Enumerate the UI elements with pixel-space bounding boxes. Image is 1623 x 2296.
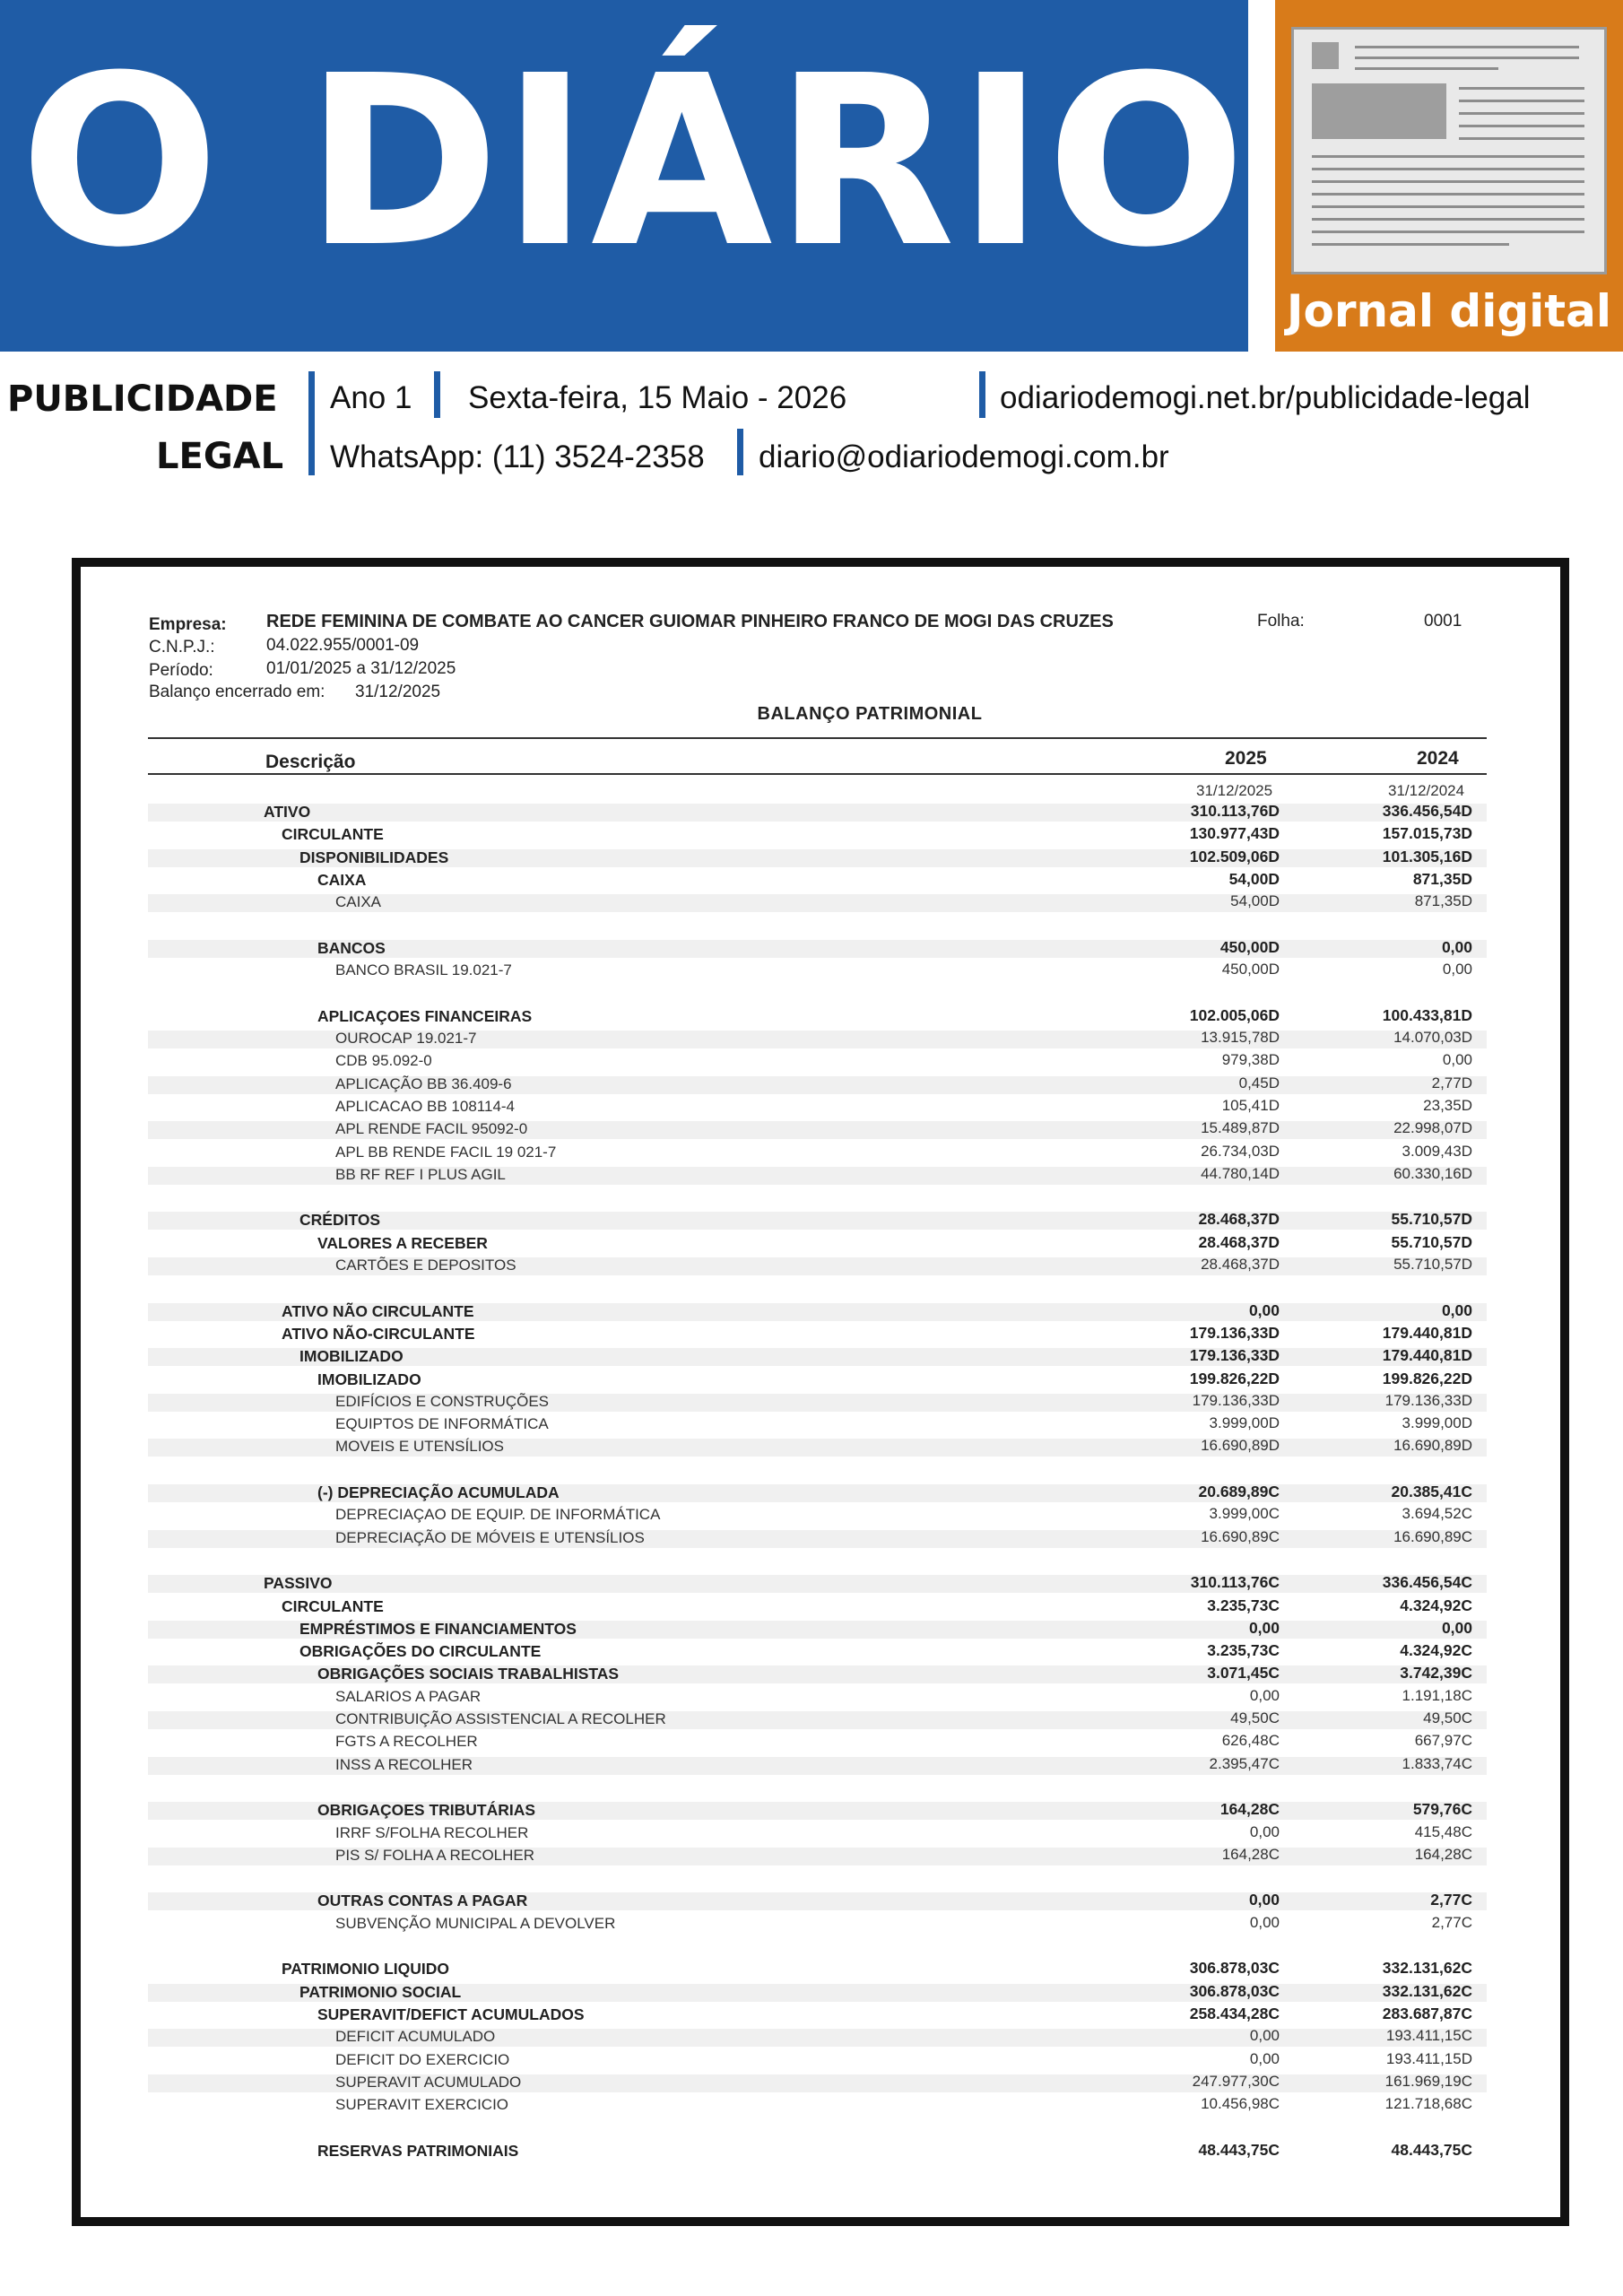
value-2025: 164,28C: [1219, 1800, 1280, 1819]
table-row: [81, 2005, 1560, 2027]
row-label: SUPERAVIT EXERCICIO: [335, 2096, 509, 2114]
value-2025: 450,00D: [1221, 961, 1280, 978]
folha-number: 0001: [1424, 612, 1462, 631]
document-frame: [72, 558, 1569, 2226]
value-2024: 101.305,16D: [1382, 847, 1472, 865]
value-2024: 3.694,52C: [1402, 1505, 1472, 1523]
table-row: [81, 1392, 1560, 1414]
edition: Ano 1: [330, 380, 412, 415]
row-label: MOVEIS E UTENSÍLIOS: [335, 1438, 504, 1456]
value-2024: 1.191,18C: [1402, 1686, 1472, 1704]
table-row: [81, 1301, 1560, 1324]
row-label: IMOBILIZADO: [299, 1347, 404, 1366]
value-2024: 16.690,89D: [1393, 1437, 1472, 1455]
value-2025: 20.689,89C: [1198, 1483, 1280, 1500]
value-2025: 0,00: [1248, 1891, 1280, 1909]
divider: [308, 371, 315, 475]
row-label: SUPERAVIT ACUMULADO: [335, 2073, 522, 2091]
table-row: [81, 1346, 1560, 1369]
row-label: APLICAÇÃO BB 36.409-6: [335, 1074, 512, 1092]
table-row: [81, 1414, 1560, 1437]
table-row: [81, 1959, 1560, 1981]
table-row: [81, 1324, 1560, 1346]
row-label: BANCOS: [317, 938, 386, 957]
value-2025: 3.999,00D: [1209, 1414, 1280, 1432]
table-row: [81, 1846, 1560, 1868]
row-label: EMPRÉSTIMOS E FINANCIAMENTOS: [299, 1619, 577, 1638]
table-row: [81, 961, 1560, 983]
table-row: [81, 1029, 1560, 1051]
balance-sheet: [81, 567, 1560, 2217]
cnpj-label: C.N.P.J.:: [149, 638, 215, 657]
value-2025: 979,38D: [1221, 1051, 1280, 1069]
value-2025: 2.395,47C: [1209, 1754, 1280, 1772]
value-2025: 3.235,73C: [1207, 1596, 1280, 1614]
row-label: DEPRECIAÇAO DE EQUIP. DE INFORMÁTICA: [335, 1506, 661, 1524]
row-label: EQUIPTOS DE INFORMÁTICA: [335, 1415, 549, 1433]
periodo-label: Período:: [149, 661, 213, 680]
date-2025: 31/12/2025: [1196, 782, 1273, 799]
value-2024: 179.136,33D: [1384, 1391, 1472, 1409]
whatsapp-contact[interactable]: WhatsApp: (11) 3524-2358: [330, 439, 705, 474]
value-2025: 16.690,89D: [1201, 1437, 1280, 1455]
value-2024: 4.324,92C: [1400, 1596, 1472, 1614]
row-label: PIS S/ FOLHA A RECOLHER: [335, 1846, 535, 1864]
table-row: [81, 1800, 1560, 1822]
table-row: [81, 2073, 1560, 2095]
value-2024: 20.385,41C: [1391, 1483, 1472, 1500]
value-2024: 415,48C: [1414, 1822, 1472, 1840]
table-row: [81, 824, 1560, 847]
value-2024: 871,35D: [1414, 892, 1472, 910]
value-2024: 579,76C: [1412, 1800, 1472, 1819]
edition-date: Sexta-feira, 15 Maio - 2026: [468, 380, 847, 415]
value-2024: 55.710,57D: [1391, 1232, 1472, 1251]
value-2024: 283.687,87C: [1382, 2004, 1472, 2022]
row-label: CRÉDITOS: [299, 1211, 381, 1230]
value-2025: 199.826,22D: [1189, 1369, 1280, 1387]
row-stripe: [148, 1575, 1487, 1593]
section-title-line1: PUBLICIDADE: [7, 378, 278, 420]
value-2024: 667,97C: [1414, 1732, 1472, 1750]
value-2024: 0,00: [1442, 1051, 1472, 1069]
value-2024: 60.330,16D: [1393, 1164, 1472, 1182]
table-row: [81, 2095, 1560, 2118]
table-row: [81, 1256, 1560, 1278]
value-2024: 23,35D: [1423, 1096, 1472, 1114]
row-label: OBRIGAÇOES TRIBUTÁRIAS: [317, 1801, 536, 1820]
table-row: [81, 892, 1560, 915]
row-label: (-) DEPRECIAÇÃO ACUMULADA: [317, 1483, 560, 1501]
row-label: BB RF REF I PLUS AGIL: [335, 1165, 506, 1183]
row-label: OUTRAS CONTAS A PAGAR: [317, 1892, 528, 1910]
row-label: IRRF S/FOLHA RECOLHER: [335, 1823, 529, 1841]
row-label: OBRIGAÇÕES DO CIRCULANTE: [299, 1642, 542, 1661]
value-2024: 332.131,62C: [1382, 1959, 1472, 1978]
company-name: REDE FEMININA DE COMBATE AO CANCER GUIOMAR PINHEIRO FRANCO DE MOGI DAS CRUZES: [266, 612, 1114, 631]
table-row: [81, 1619, 1560, 1641]
empresa-label: Empresa:: [149, 615, 227, 634]
value-2025: 306.878,03C: [1189, 1981, 1280, 2000]
value-2025: 54,00D: [1230, 892, 1280, 910]
value-2025: 102.509,06D: [1189, 847, 1280, 865]
table-row: [81, 2027, 1560, 2049]
date-2024: 31/12/2024: [1388, 782, 1465, 799]
value-2024: 179.440,81D: [1382, 1346, 1472, 1365]
encerrado-label: Balanço encerrado em:: [149, 683, 325, 701]
value-2025: 16.690,89C: [1201, 1527, 1280, 1545]
table-row: [81, 1755, 1560, 1778]
row-label: INSS A RECOLHER: [335, 1755, 473, 1773]
row-label: SALARIOS A PAGAR: [335, 1687, 482, 1705]
value-2024: 193.411,15D: [1385, 2049, 1472, 2067]
row-label: FGTS A RECOLHER: [335, 1733, 478, 1751]
value-2025: 28.468,37D: [1198, 1232, 1280, 1251]
value-2024: 0,00: [1441, 937, 1472, 956]
table-row: [81, 1233, 1560, 1256]
row-label: CAIXA: [335, 893, 382, 911]
value-2024: 161.969,19C: [1384, 2072, 1472, 2090]
section-title-line2: LEGAL: [156, 436, 284, 477]
encerrado-value: 31/12/2025: [355, 683, 441, 701]
table-row: [81, 2141, 1560, 2163]
table-row: [81, 1165, 1560, 1187]
table-row: [81, 1664, 1560, 1686]
value-2025: 28.468,37D: [1198, 1210, 1280, 1229]
value-2024: 0,00: [1441, 1618, 1472, 1637]
value-2025: 0,00: [1249, 1686, 1280, 1704]
row-label: SUPERAVIT/DEFICT ACUMULADOS: [317, 2005, 585, 2023]
table-row: [81, 1143, 1560, 1165]
value-2024: 179.440,81D: [1382, 1323, 1472, 1342]
value-2024: 48.443,75C: [1391, 2140, 1472, 2159]
value-2025: 102.005,06D: [1189, 1005, 1280, 1024]
value-2025: 179.136,33D: [1189, 1323, 1280, 1342]
row-label: CDB 95.092-0: [335, 1052, 432, 1070]
row-label: ATIVO: [264, 803, 311, 821]
value-2025: 130.977,43D: [1189, 824, 1280, 843]
value-2024: 2,77C: [1431, 1913, 1472, 1931]
value-2024: 49,50C: [1423, 1709, 1472, 1726]
table-row: [81, 1709, 1560, 1732]
table-row: [81, 1641, 1560, 1664]
col-2024: 2024: [1417, 748, 1459, 769]
row-label: EDIFÍCIOS E CONSTRUÇÕES: [335, 1392, 550, 1410]
value-2024: 55.710,57D: [1391, 1210, 1472, 1229]
col-description: Descrição: [265, 752, 356, 772]
row-stripe: [148, 804, 1487, 822]
value-2025: 450,00D: [1219, 937, 1280, 956]
table-row: [81, 1210, 1560, 1232]
value-2025: 164,28C: [1221, 1845, 1280, 1863]
table-row: [81, 1483, 1560, 1505]
value-2024: 1.833,74C: [1402, 1754, 1472, 1772]
table-row: [81, 1119, 1560, 1142]
value-2025: 0,00: [1248, 1618, 1280, 1637]
value-2025: 247.977,30C: [1192, 2072, 1280, 2090]
value-2025: 54,00D: [1228, 869, 1280, 888]
value-2024: 4.324,92C: [1400, 1641, 1472, 1660]
value-2025: 3.071,45C: [1207, 1664, 1280, 1683]
table-row: [81, 1528, 1560, 1551]
divider: [434, 371, 440, 418]
value-2025: 0,00: [1249, 2027, 1280, 2045]
value-2024: 0,00: [1442, 961, 1472, 978]
table-row: [81, 848, 1560, 870]
row-label: CAIXA: [317, 870, 367, 889]
table-row: [81, 802, 1560, 824]
document-title: BALANÇO PATRIMONIAL: [757, 704, 983, 724]
value-2025: 28.468,37D: [1201, 1256, 1280, 1273]
value-2025: 626,48C: [1221, 1732, 1280, 1750]
table-row: [81, 938, 1560, 961]
table-row: [81, 1051, 1560, 1074]
value-2025: 0,00: [1248, 1300, 1280, 1319]
value-2024: 3.742,39C: [1400, 1664, 1472, 1683]
row-label: PATRIMONIO SOCIAL: [299, 1982, 462, 2001]
row-label: SUBVENÇÃO MUNICIPAL A DEVOLVER: [335, 1914, 616, 1932]
cnpj-value: 04.022.955/0001-09: [266, 636, 420, 655]
value-2024: 3.009,43D: [1402, 1142, 1472, 1160]
value-2024: 55.710,57D: [1393, 1256, 1472, 1273]
value-2025: 44.780,14D: [1201, 1164, 1280, 1182]
row-label: APL BB RENDE FACIL 19 021-7: [335, 1143, 557, 1161]
value-2025: 310.113,76C: [1190, 1573, 1280, 1592]
row-label: OUROCAP 19.021-7: [335, 1030, 477, 1047]
rule: [148, 737, 1487, 739]
value-2025: 306.878,03C: [1189, 1959, 1280, 1978]
row-label: APL RENDE FACIL 95092-0: [335, 1120, 528, 1138]
value-2025: 48.443,75C: [1198, 2140, 1280, 2159]
row-label: RESERVAS PATRIMONIAIS: [317, 2141, 519, 2160]
table-row: [81, 1505, 1560, 1527]
email-link[interactable]: diario@odiariodemogi.com.br: [759, 439, 1169, 474]
value-2024: 164,28C: [1414, 1845, 1472, 1863]
periodo-value: 01/01/2025 a 31/12/2025: [266, 659, 456, 678]
website-link[interactable]: odiariodemogi.net.br/publicidade-legal: [1000, 380, 1531, 415]
value-2024: 3.999,00D: [1402, 1414, 1472, 1432]
divider: [737, 429, 743, 475]
value-2025: 13.915,78D: [1201, 1029, 1280, 1046]
value-2025: 105,41D: [1221, 1096, 1280, 1114]
value-2025: 258.434,28C: [1189, 2004, 1280, 2022]
newspaper-logo: O DIÁRIO: [20, 25, 1248, 299]
row-label: CARTÕES E DEPOSITOS: [335, 1257, 516, 1274]
row-label: OBRIGAÇÕES SOCIAIS TRABALHISTAS: [317, 1665, 620, 1683]
table-row: [81, 1891, 1560, 1913]
table-row: [81, 1914, 1560, 1936]
value-2024: 100.433,81D: [1382, 1005, 1472, 1024]
newspaper-icon: [1291, 27, 1607, 274]
row-label: PATRIMONIO LIQUIDO: [282, 1960, 449, 1979]
row-label: CIRCULANTE: [282, 825, 384, 844]
row-label: DISPONIBILIDADES: [299, 848, 449, 866]
table-row: [81, 2050, 1560, 2073]
value-2025: 26.734,03D: [1201, 1142, 1280, 1160]
row-label: CIRCULANTE: [282, 1596, 384, 1615]
value-2024: 14.070,03D: [1393, 1029, 1472, 1046]
row-label: ATIVO NÃO-CIRCULANTE: [282, 1324, 475, 1343]
value-2024: 121.718,68C: [1384, 2095, 1472, 2113]
value-2025: 0,45D: [1238, 1074, 1280, 1091]
table-row: [81, 1006, 1560, 1029]
value-2025: 310.113,76D: [1190, 802, 1280, 820]
row-label: BANCO BRASIL 19.021-7: [335, 961, 512, 979]
row-label: DEFICIT DO EXERCICIO: [335, 2050, 510, 2068]
value-2024: 332.131,62C: [1382, 1981, 1472, 2000]
value-2024: 16.690,89C: [1393, 1527, 1472, 1545]
value-2024: 2,77C: [1430, 1891, 1472, 1909]
row-label: ATIVO NÃO CIRCULANTE: [282, 1301, 474, 1320]
divider: [979, 371, 985, 418]
value-2024: 871,35D: [1412, 869, 1472, 888]
value-2025: 179.136,33D: [1192, 1391, 1280, 1409]
badge-label: Jornal digital: [1286, 285, 1612, 337]
masthead-banner: [0, 0, 1248, 352]
row-label: VALORES A RECEBER: [317, 1233, 488, 1252]
table-row: [81, 1437, 1560, 1459]
folha-label: Folha:: [1257, 612, 1305, 631]
value-2025: 0,00: [1249, 1822, 1280, 1840]
jornal-digital-badge[interactable]: [1275, 0, 1623, 352]
value-2024: 199.826,22D: [1382, 1369, 1472, 1387]
value-2024: 336.456,54D: [1382, 802, 1472, 820]
row-label: DEFICIT ACUMULADO: [335, 2028, 496, 2046]
table-row: [81, 1687, 1560, 1709]
value-2025: 3.235,73C: [1207, 1641, 1280, 1660]
value-2025: 3.999,00C: [1209, 1505, 1280, 1523]
rule: [148, 773, 1487, 775]
row-label: APLICACAO BB 108114-4: [335, 1097, 516, 1115]
row-label: CONTRIBUIÇÃO ASSISTENCIAL A RECOLHER: [335, 1710, 666, 1727]
value-2024: 2,77D: [1431, 1074, 1472, 1091]
value-2025: 0,00: [1249, 2049, 1280, 2067]
row-label: APLICAÇOES FINANCEIRAS: [317, 1006, 533, 1025]
value-2025: 0,00: [1249, 1913, 1280, 1931]
row-label: IMOBILIZADO: [317, 1370, 421, 1388]
table-row: [81, 1596, 1560, 1619]
value-2025: 179.136,33D: [1189, 1346, 1280, 1365]
value-2024: 336.456,54C: [1382, 1573, 1472, 1592]
col-2025: 2025: [1225, 748, 1267, 769]
value-2025: 49,50C: [1230, 1709, 1280, 1726]
value-2024: 157.015,73D: [1382, 824, 1472, 843]
table-row: [81, 1573, 1560, 1596]
table-row: [81, 1823, 1560, 1846]
row-label: DEPRECIAÇÃO DE MÓVEIS E UTENSÍLIOS: [335, 1528, 645, 1546]
table-row: [81, 1370, 1560, 1392]
table-row: [81, 1732, 1560, 1754]
row-label: PASSIVO: [264, 1574, 333, 1593]
value-2024: 193.411,15C: [1385, 2027, 1472, 2045]
table-row: [81, 1982, 1560, 2005]
table-row: [81, 1074, 1560, 1097]
value-2025: 10.456,98C: [1201, 2095, 1280, 2113]
value-2024: 0,00: [1441, 1300, 1472, 1319]
value-2024: 22.998,07D: [1393, 1119, 1472, 1137]
value-2025: 15.489,87D: [1201, 1119, 1280, 1137]
table-row: [81, 870, 1560, 892]
table-row: [81, 1097, 1560, 1119]
